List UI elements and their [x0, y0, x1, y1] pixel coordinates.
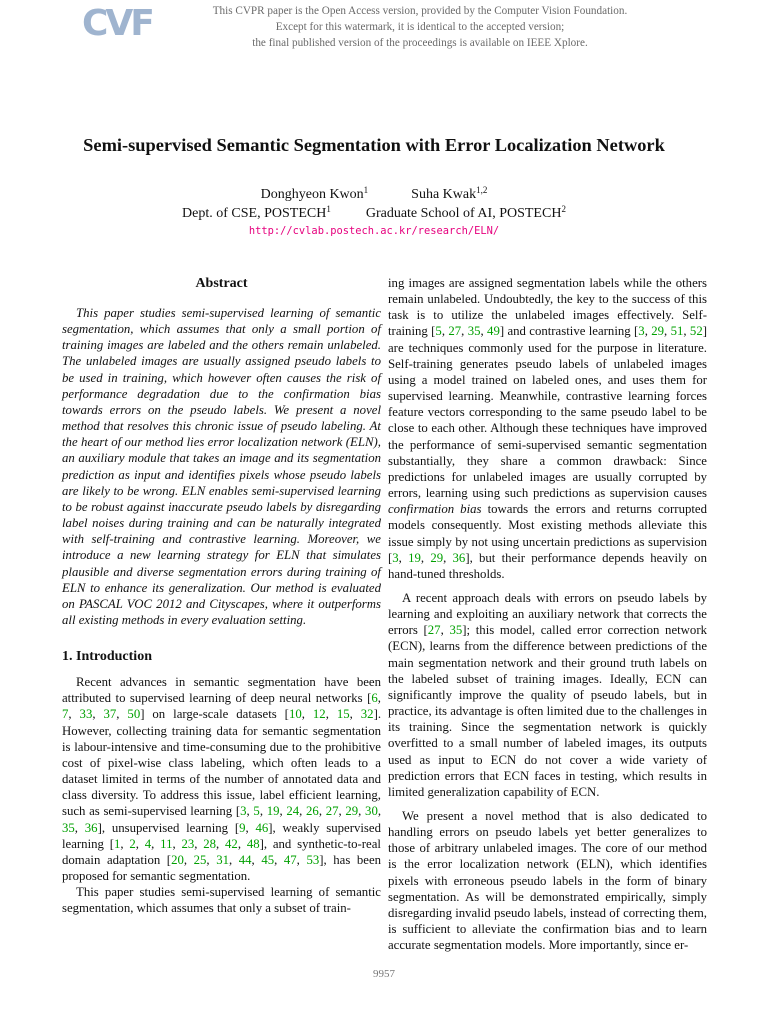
watermark-line: the final published version of the proceedings is available on IEEE Xplore. [252, 37, 588, 49]
citation-link[interactable]: 27 [427, 623, 441, 638]
affiliation: Dept. of CSE, POSTECH [182, 206, 327, 221]
emphasis-text: confirmation bias [388, 502, 482, 517]
citation-link[interactable]: 49 [487, 324, 500, 339]
citation-link[interactable]: 31 [216, 852, 229, 867]
citation-link[interactable]: 19 [408, 550, 421, 565]
paper-title: Semi-supervised Semantic Segmentation with Error Localization Network [83, 135, 665, 155]
citation-link[interactable]: 3 [392, 550, 399, 565]
affiliations [40, 204, 708, 223]
citation-link[interactable]: 33 [79, 707, 93, 722]
citation-link[interactable]: 35 [449, 623, 463, 638]
citation-link[interactable]: 25 [193, 852, 207, 867]
right-column [388, 275, 707, 953]
citation-link[interactable]: 51 [670, 324, 684, 339]
citation-link[interactable]: 35 [62, 820, 75, 835]
watermark-line: Except for this watermark, it is identical to the accepted version; [275, 21, 565, 33]
citation-link[interactable]: 23 [181, 836, 195, 851]
author-name: Suha Kwak [411, 187, 477, 202]
citation-link[interactable]: 28 [203, 836, 217, 851]
citation-link[interactable]: 27 [448, 324, 462, 339]
citation-link[interactable]: 9 [239, 820, 246, 835]
intro-paragraph-4: We present a novel method that is also dedicated to handling errors on pseudo labels yet better generalizes to those of arbitrary unlabeled images. The core of our method is the error localization network (ELN), which identifies pixels with erroneous pseudo labels in the form of binary segmentation. As will be demonstrated empirically, simply disregarding invalid pseudo labels, instead of correcting them, is sufficient to alleviate the confirmation bias and to learn accurate segmentation models. More importantly, since er- [388, 809, 707, 953]
citation-link[interactable]: 52 [689, 324, 703, 339]
citation-link[interactable]: 26 [306, 804, 319, 819]
citation-link[interactable]: 37 [103, 707, 117, 722]
citation-link[interactable]: 2 [129, 836, 136, 851]
citation-link[interactable]: 48 [246, 836, 260, 851]
citation-link[interactable]: 3 [240, 804, 247, 819]
cvf-logo: CVF [82, 3, 152, 44]
author-block [40, 185, 708, 223]
citation-link[interactable]: 30 [365, 804, 378, 819]
citation-link[interactable]: 7 [62, 707, 69, 722]
citation-link[interactable]: 44 [238, 852, 252, 867]
citation-link[interactable]: 19 [266, 804, 280, 819]
abstract-text: This paper studies semi-supervised learning of semantic segmentation, which assumes that only a small portion of training images are labeled and the others remain unlabeled. The unlabeled images are usually assigned pseudo labels to be used in training, which however often causes the risk of performance degradation due to the confirmation bias towards errors on the pseudo labels. We present a novel method that resolves this chronic issue of pseudo labeling. At the heart of our method lies error localization network (ELN), an auxiliary module that takes an image and its segmentation prediction as input and identifies pixels whose pseudo labels are likely to be wrong. ELN enables semi-supervised learning to be robust against inaccurate pseudo labels by disregarding label noises during training and can be naturally integrated with self-training and contrastive learning. Moreover, we introduce a new learning strategy for ELN that simulates plausible and diverse segmentation errors during training of ELN to enhance its generalization. Our method is evaluated on PASCAL VOC 2012 and Cityscapes, where it outperforms all existing methods in every evaluation setting. [62, 306, 381, 627]
citation-link[interactable]: 3 [638, 324, 645, 339]
citation-link[interactable]: 27 [325, 804, 339, 819]
section-heading-introduction: 1. Introduction [62, 649, 152, 665]
citation-link[interactable]: 10 [288, 707, 302, 722]
citation-link[interactable]: 29 [345, 804, 359, 819]
author-affil-mark: 1 [363, 185, 369, 195]
open-access-watermark [150, 3, 690, 51]
citation-link[interactable]: 12 [312, 707, 326, 722]
left-column [62, 275, 381, 916]
citation-link[interactable]: 46 [255, 820, 269, 835]
citation-link[interactable]: 35 [467, 324, 481, 339]
citation-link[interactable]: 5 [435, 324, 442, 339]
author-names [40, 185, 708, 204]
citation-link[interactable]: 36 [452, 550, 466, 565]
citation-link[interactable]: 32 [360, 707, 374, 722]
author-name: Donghyeon Kwon [260, 187, 364, 202]
citation-link[interactable]: 45 [261, 852, 275, 867]
citation-link[interactable]: 1 [113, 836, 121, 851]
citation-link[interactable]: 4 [144, 836, 152, 851]
intro-paragraph-1: Recent advances in semantic segmentation have been attributed to supervised learning of deep neural networks [6, 7, 33, 37, 50] on large-scale datasets [10, 12, 15, 32]. However, collecting training data for semantic segmentation is labour-intensive and time-consuming due to the prohibitive cost of pixel-wise class labeling, which often leads to a dataset limited in terms of the number of annotated data and class diversity. To address this issue, label efficient learning, such as semi-supervised learning [3, 5, 19, 24, 26, 27, 29, 30, 35, 36], unsupervised learning [9, 46], weakly supervised learning [1, 2, 4, 11, 23, 28, 42, 48], and synthetic-to-real domain adaptation [20, 25, 31, 44, 45, 47, 53], has been proposed for semantic segmentation. [62, 675, 382, 883]
intro-paragraph-2-continued: ing images are assigned segmentation labels while the others remain unlabeled. Undoubtedly, the key to the success of this task is to utilize the unlabeled images effectively. Self-training [5, 27, 35, 49] and contrastive learning [3, 29, 51, 52] are techniques commonly used for the purpose in literature. Self-training generates pseudo labels of unlabeled images using a model trained on labeled ones, and uses them for supervised learning. Meanwhile, contrastive learning forces feature vectors corresponding to the same pseudo label to be close to each other. Although these techniques have improved the performance of semi-supervised semantic segmentation substantially, they share a common drawback: Since predictions for unlabeled images are usually corrupted by errors, learning using such predictions as supervision causes confirmation bias towards the errors and returns corrupted models consequently. Most existing methods alleviate this issue simply by not using uncertain predictions as supervision [3, 19, 29, 36], but their performance depends heavily on hand-tuned thresholds. [388, 276, 707, 581]
citation-link[interactable]: 24 [286, 804, 300, 819]
intro-paragraph-3: A recent approach deals with errors on pseudo labels by learning and exploiting an auxiliary network that corrects the errors [27, 35]; this model, called error correction network (ECN), learns from the difference between predictions of the main segmentation network and their ground truth labels on the labeled subset of training images. Ideally, ECN can significantly improve the quality of pseudo labels, but in practice, its advantage is often limited due to the challenges in its training. Since the segmentation network is quickly overfitted to a small number of labeled images, its outputs used as input to ECN do not cover a wide variety of prediction errors that ECN faces in testing, which results in limited generalization capability of ECN. [388, 590, 707, 799]
citation-link[interactable]: 36 [84, 820, 98, 835]
abstract-heading: Abstract [195, 276, 248, 291]
citation-link[interactable]: 29 [430, 550, 444, 565]
watermark-line: This CVPR paper is the Open Access version, provided by the Computer Vision Foundation. [212, 5, 628, 17]
affiliation-mark: 1 [326, 204, 331, 214]
affiliation-mark: 2 [561, 204, 566, 214]
citation-link[interactable]: 11 [160, 836, 173, 851]
citation-link[interactable]: 53 [306, 852, 320, 867]
citation-link[interactable]: 20 [171, 852, 184, 867]
citation-link[interactable]: 6 [371, 691, 378, 706]
citation-link[interactable]: 50 [127, 707, 141, 722]
citation-link[interactable]: 29 [651, 324, 665, 339]
citation-link[interactable]: 42 [225, 836, 238, 851]
citation-link[interactable]: 5 [253, 804, 260, 819]
affiliation: Graduate School of AI, POSTECH [365, 206, 562, 221]
author-affil-mark: 1,2 [476, 185, 488, 195]
citation-link[interactable]: 47 [283, 852, 297, 867]
page-number: 9957 [373, 968, 395, 980]
citation-link[interactable]: 15 [336, 707, 350, 722]
project-url-link[interactable]: http://cvlab.postech.ac.kr/research/ELN/ [248, 225, 500, 237]
intro-paragraph-2-start: This paper studies semi-supervised learning of semantic segmentation, which assumes that only a subset of train- [62, 885, 381, 916]
